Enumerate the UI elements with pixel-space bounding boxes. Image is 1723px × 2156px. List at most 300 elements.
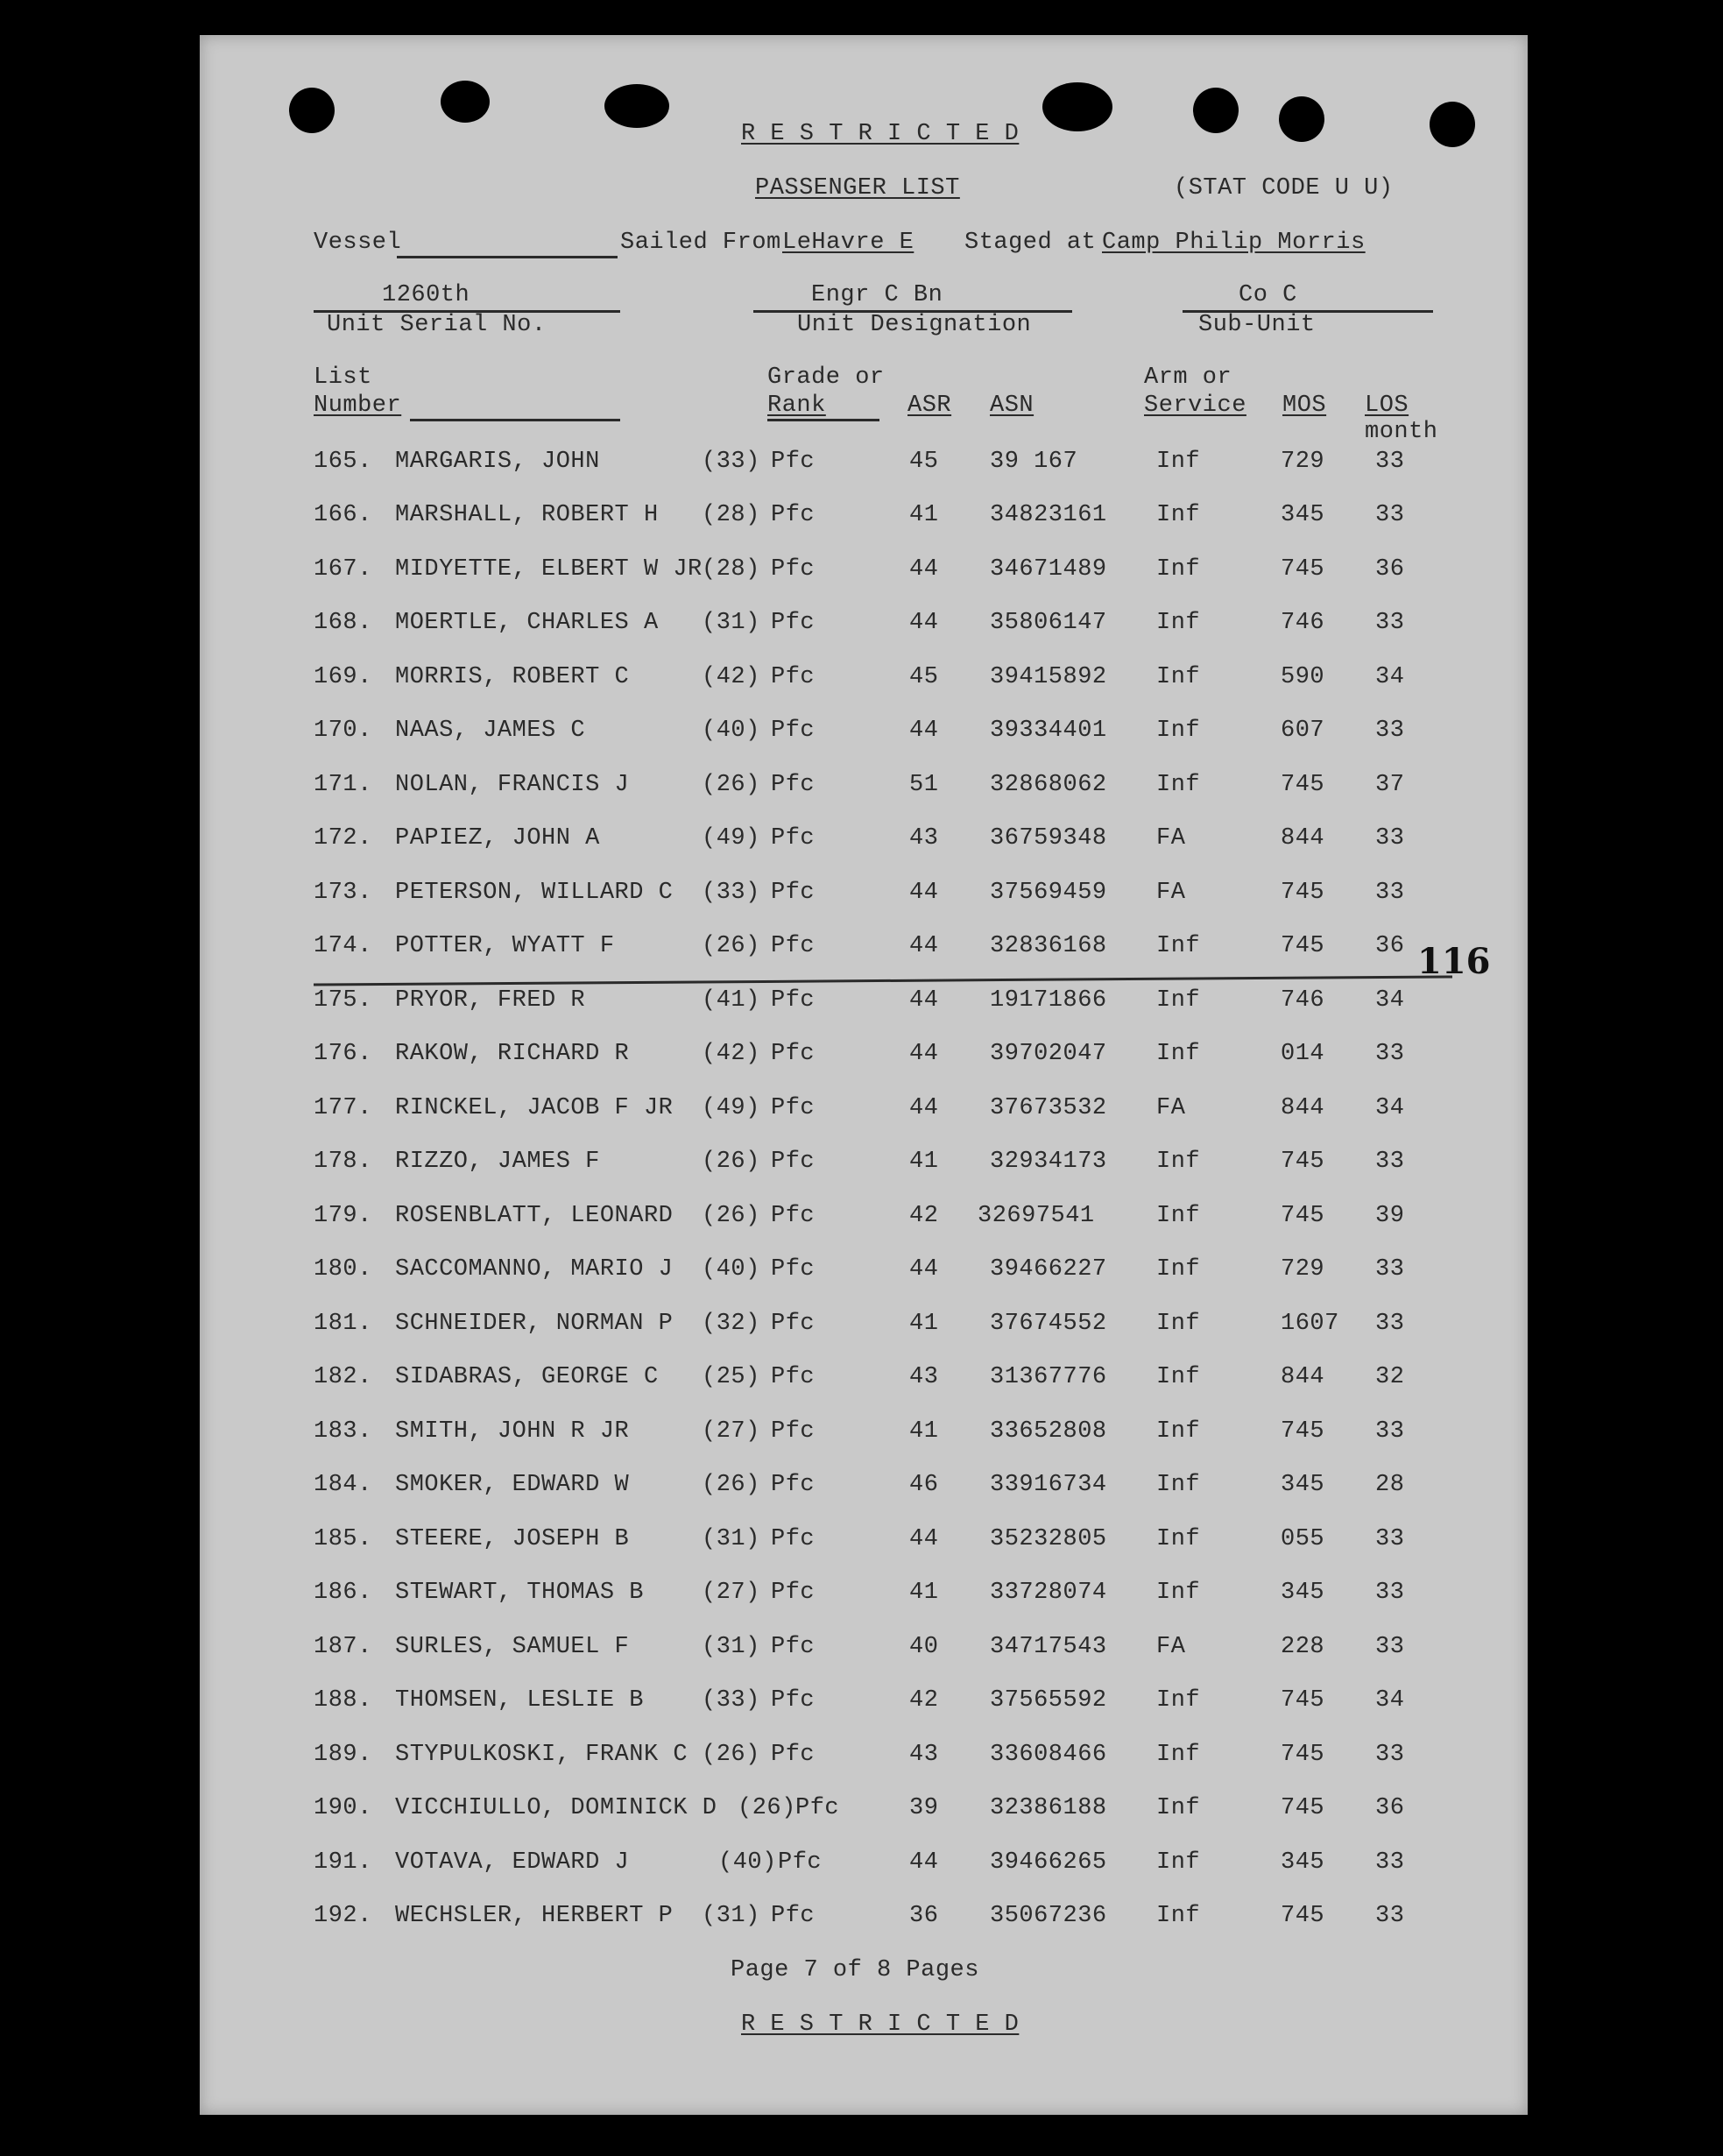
col-arm-1: Arm or	[1144, 364, 1232, 391]
list-number: 183.	[314, 1418, 372, 1445]
unit-designation-label: Unit Designation	[797, 312, 1032, 338]
list-number: 175.	[314, 987, 372, 1014]
table-row	[200, 1095, 1528, 1130]
mos: 1607	[1281, 1311, 1339, 1337]
unit-serial-value: 1260th	[382, 282, 470, 308]
arm: Inf	[1156, 717, 1201, 744]
passenger-name: SACCOMANNO, MARIO J	[395, 1256, 674, 1283]
asn: 37565592	[990, 1687, 1107, 1714]
grade: Pfc	[771, 664, 816, 690]
asn: 35067236	[990, 1903, 1107, 1929]
mos: 729	[1281, 449, 1325, 475]
asr: 41	[909, 502, 939, 528]
los: 36	[1375, 933, 1405, 959]
table-row	[200, 1418, 1528, 1453]
mos: 745	[1281, 772, 1325, 798]
arm: Inf	[1156, 1580, 1201, 1606]
table-row	[200, 880, 1528, 915]
list-number: 185.	[314, 1526, 372, 1552]
age: (26)	[702, 1472, 760, 1498]
age: (42)	[702, 664, 760, 690]
strikethrough-line	[314, 975, 1452, 986]
asr: 41	[909, 1149, 939, 1175]
restricted-marking-bottom: R E S T R I C T E D	[741, 2011, 1020, 2038]
asr: 42	[909, 1203, 939, 1229]
mos: 345	[1281, 1472, 1325, 1498]
passenger-name: PRYOR, FRED R	[395, 987, 586, 1014]
asn: 34671489	[990, 556, 1107, 583]
arm: Inf	[1156, 610, 1201, 636]
los: 33	[1375, 1149, 1405, 1175]
arm: Inf	[1156, 502, 1201, 528]
grade: Pfc	[771, 502, 816, 528]
asr: 44	[909, 610, 939, 636]
age: (26)	[702, 772, 760, 798]
unit-designation-value: Engr C Bn	[811, 282, 943, 308]
los: 33	[1375, 1311, 1405, 1337]
mos: 590	[1281, 664, 1325, 690]
age: (49)	[702, 825, 760, 852]
asr: 39	[909, 1795, 939, 1821]
asn: 39 167	[990, 449, 1078, 475]
asn: 35806147	[990, 610, 1107, 636]
passenger-name: RAKOW, RICHARD R	[395, 1041, 630, 1067]
arm: Inf	[1156, 1795, 1201, 1821]
asr: 44	[909, 933, 939, 959]
passenger-name: MIDYETTE, ELBERT W JR	[395, 556, 703, 583]
sailed-from-value: LeHavre E	[782, 230, 914, 256]
grade: Pfc	[771, 1634, 816, 1660]
los: 33	[1375, 1903, 1405, 1929]
los: 33	[1375, 1041, 1405, 1067]
col-asr: ASR	[907, 392, 952, 419]
passenger-name: RIZZO, JAMES F	[395, 1149, 600, 1175]
asn: 19171866	[990, 987, 1107, 1014]
arm: Inf	[1156, 1742, 1201, 1768]
passenger-name: THOMSEN, LESLIE B	[395, 1687, 644, 1714]
list-number: 177.	[314, 1095, 372, 1121]
arm: Inf	[1156, 1418, 1201, 1445]
list-number: 181.	[314, 1311, 372, 1337]
table-row	[200, 1687, 1528, 1722]
grade: Pfc	[795, 1795, 840, 1821]
asr: 43	[909, 825, 939, 852]
grade: Pfc	[771, 1472, 816, 1498]
mos: 345	[1281, 502, 1325, 528]
los: 33	[1375, 502, 1405, 528]
age: (25)	[702, 1364, 760, 1390]
asn: 32836168	[990, 933, 1107, 959]
age: (26)	[738, 1795, 796, 1821]
name-column-line	[410, 419, 620, 421]
los: 28	[1375, 1472, 1405, 1498]
asn: 32868062	[990, 772, 1107, 798]
los: 34	[1375, 1687, 1405, 1714]
list-number: 179.	[314, 1203, 372, 1229]
arm: Inf	[1156, 1311, 1201, 1337]
los: 33	[1375, 825, 1405, 852]
mos: 745	[1281, 1742, 1325, 1768]
col-los: LOS	[1365, 392, 1409, 419]
table-row	[200, 449, 1528, 484]
sub-unit-label: Sub-Unit	[1198, 312, 1316, 338]
page-count: Page 7 of 8 Pages	[731, 1957, 979, 1983]
table-row	[200, 502, 1528, 537]
table-row	[200, 1041, 1528, 1076]
los: 39	[1375, 1203, 1405, 1229]
grade: Pfc	[771, 556, 816, 583]
passenger-name: NOLAN, FRANCIS J	[395, 772, 630, 798]
los: 34	[1375, 664, 1405, 690]
age: (26)	[702, 933, 760, 959]
list-number: 169.	[314, 664, 372, 690]
list-number: 167.	[314, 556, 372, 583]
col-los-unit: month	[1365, 419, 1438, 445]
age: (26)	[702, 1149, 760, 1175]
list-title: PASSENGER LIST	[755, 175, 960, 201]
passenger-name: STEWART, THOMAS B	[395, 1580, 644, 1606]
mos: 844	[1281, 1095, 1325, 1121]
document-page	[200, 35, 1528, 2115]
asn: 39466227	[990, 1256, 1107, 1283]
list-number: 186.	[314, 1580, 372, 1606]
los: 33	[1375, 1256, 1405, 1283]
asr: 46	[909, 1472, 939, 1498]
los: 34	[1375, 987, 1405, 1014]
grade: Pfc	[771, 1742, 816, 1768]
mos: 745	[1281, 1795, 1325, 1821]
los: 34	[1375, 1095, 1405, 1121]
asr: 41	[909, 1580, 939, 1606]
grade: Pfc	[771, 449, 816, 475]
los: 33	[1375, 1634, 1405, 1660]
asn: 33728074	[990, 1580, 1107, 1606]
grade-column-line	[767, 419, 879, 421]
age: (31)	[702, 610, 760, 636]
restricted-marking-top: R E S T R I C T E D	[741, 121, 1020, 147]
list-number: 165.	[314, 449, 372, 475]
table-row	[200, 1903, 1528, 1938]
age: (33)	[702, 880, 760, 906]
passenger-name: SMOKER, EDWARD W	[395, 1472, 630, 1498]
table-row	[200, 1580, 1528, 1615]
los: 33	[1375, 1580, 1405, 1606]
table-row	[200, 717, 1528, 753]
grade: Pfc	[771, 1526, 816, 1552]
table-row	[200, 772, 1528, 807]
asr: 40	[909, 1634, 939, 1660]
age: (33)	[702, 449, 760, 475]
passenger-name: MOERTLE, CHARLES A	[395, 610, 659, 636]
mos: 729	[1281, 1256, 1325, 1283]
age: (31)	[702, 1634, 760, 1660]
passenger-name: POTTER, WYATT F	[395, 933, 615, 959]
punch-hole	[604, 84, 669, 128]
grade: Pfc	[771, 717, 816, 744]
asn: 32386188	[990, 1795, 1107, 1821]
grade: Pfc	[771, 825, 816, 852]
age: (32)	[702, 1311, 760, 1337]
los: 33	[1375, 1418, 1405, 1445]
asr: 43	[909, 1742, 939, 1768]
arm: Inf	[1156, 556, 1201, 583]
table-row	[200, 556, 1528, 591]
arm: FA	[1156, 1634, 1186, 1660]
col-arm-2: Service	[1144, 392, 1246, 419]
grade: Pfc	[778, 1849, 823, 1876]
los: 36	[1375, 556, 1405, 583]
age: (28)	[702, 556, 760, 583]
table-row	[200, 1472, 1528, 1507]
asr: 44	[909, 1095, 939, 1121]
mos: 745	[1281, 1418, 1325, 1445]
grade: Pfc	[771, 610, 816, 636]
sailed-from-label: Sailed From	[620, 230, 781, 256]
passenger-name: WECHSLER, HERBERT P	[395, 1903, 674, 1929]
arm: Inf	[1156, 1687, 1201, 1714]
asr: 41	[909, 1311, 939, 1337]
los: 33	[1375, 449, 1405, 475]
col-mos: MOS	[1282, 392, 1327, 419]
passenger-name: SURLES, SAMUEL F	[395, 1634, 630, 1660]
age: (40)	[718, 1849, 777, 1876]
mos: 345	[1281, 1849, 1325, 1876]
asr: 45	[909, 449, 939, 475]
passenger-name: MARGARIS, JOHN	[395, 449, 600, 475]
list-number: 192.	[314, 1903, 372, 1929]
punch-hole	[289, 88, 335, 133]
list-number: 184.	[314, 1472, 372, 1498]
grade: Pfc	[771, 1687, 816, 1714]
list-number: 189.	[314, 1742, 372, 1768]
arm: Inf	[1156, 449, 1201, 475]
table-row	[200, 1742, 1528, 1777]
table-row	[200, 610, 1528, 645]
table-row	[200, 987, 1528, 1022]
punch-hole	[1042, 82, 1112, 131]
asr: 44	[909, 717, 939, 744]
stat-code: (STAT CODE U U)	[1174, 175, 1394, 201]
arm: FA	[1156, 1095, 1186, 1121]
los: 33	[1375, 1526, 1405, 1552]
age: (41)	[702, 987, 760, 1014]
asn: 37674552	[990, 1311, 1107, 1337]
asr: 41	[909, 1418, 939, 1445]
punch-hole	[1193, 88, 1239, 133]
mos: 745	[1281, 1203, 1325, 1229]
asn: 37569459	[990, 880, 1107, 906]
asn: 32697541	[978, 1203, 1095, 1229]
los: 33	[1375, 717, 1405, 744]
passenger-name: NAAS, JAMES C	[395, 717, 586, 744]
grade: Pfc	[771, 1149, 816, 1175]
arm: Inf	[1156, 1364, 1201, 1390]
passenger-name: STEERE, JOSEPH B	[395, 1526, 630, 1552]
col-list-number-1: List	[314, 364, 372, 391]
age: (26)	[702, 1742, 760, 1768]
asn: 34823161	[990, 502, 1107, 528]
punch-hole	[1430, 102, 1475, 147]
asr: 36	[909, 1903, 939, 1929]
passenger-name: SCHNEIDER, NORMAN P	[395, 1311, 674, 1337]
arm: Inf	[1156, 1256, 1201, 1283]
table-row	[200, 1203, 1528, 1238]
list-number: 170.	[314, 717, 372, 744]
passenger-name: SIDABRAS, GEORGE C	[395, 1364, 659, 1390]
table-row	[200, 1634, 1528, 1669]
asr: 42	[909, 1687, 939, 1714]
list-number: 171.	[314, 772, 372, 798]
table-row	[200, 1311, 1528, 1346]
table-row	[200, 1149, 1528, 1184]
grade: Pfc	[771, 987, 816, 1014]
passenger-name: STYPULKOSKI, FRANK C	[395, 1742, 688, 1768]
asn: 31367776	[990, 1364, 1107, 1390]
arm: FA	[1156, 825, 1186, 852]
staged-label: Staged at	[964, 230, 1097, 256]
mos: 745	[1281, 556, 1325, 583]
passenger-name: RINCKEL, JACOB F JR	[395, 1095, 674, 1121]
asn: 39334401	[990, 717, 1107, 744]
mos: 746	[1281, 610, 1325, 636]
arm: Inf	[1156, 933, 1201, 959]
asn: 36759348	[990, 825, 1107, 852]
passenger-name: VICCHIULLO, DOMINICK D	[395, 1795, 717, 1821]
list-number: 182.	[314, 1364, 372, 1390]
age: (28)	[702, 502, 760, 528]
list-number: 190.	[314, 1795, 372, 1821]
asn: 39415892	[990, 664, 1107, 690]
age: (49)	[702, 1095, 760, 1121]
arm: Inf	[1156, 1149, 1201, 1175]
table-row	[200, 1364, 1528, 1399]
grade: Pfc	[771, 1580, 816, 1606]
asn: 32934173	[990, 1149, 1107, 1175]
arm: Inf	[1156, 987, 1201, 1014]
stamped-number: 116	[1417, 941, 1491, 982]
grade: Pfc	[771, 1903, 816, 1929]
col-list-number-2: Number	[314, 392, 402, 419]
list-number: 187.	[314, 1634, 372, 1660]
arm: Inf	[1156, 1203, 1201, 1229]
los: 33	[1375, 610, 1405, 636]
age: (27)	[702, 1418, 760, 1445]
unit-serial-label: Unit Serial No.	[327, 312, 547, 338]
asr: 44	[909, 1849, 939, 1876]
arm: Inf	[1156, 1041, 1201, 1067]
asr: 44	[909, 1526, 939, 1552]
asn: 33916734	[990, 1472, 1107, 1498]
list-number: 191.	[314, 1849, 372, 1876]
grade: Pfc	[771, 933, 816, 959]
mos: 745	[1281, 1687, 1325, 1714]
mos: 055	[1281, 1526, 1325, 1552]
asr: 51	[909, 772, 939, 798]
grade: Pfc	[771, 1364, 816, 1390]
asr: 44	[909, 1041, 939, 1067]
staged-value: Camp Philip Morris	[1102, 230, 1366, 256]
passenger-name: MORRIS, ROBERT C	[395, 664, 630, 690]
los: 33	[1375, 1849, 1405, 1876]
mos: 745	[1281, 880, 1325, 906]
list-number: 172.	[314, 825, 372, 852]
grade: Pfc	[771, 1095, 816, 1121]
list-number: 176.	[314, 1041, 372, 1067]
grade: Pfc	[771, 1041, 816, 1067]
arm: FA	[1156, 880, 1186, 906]
age: (31)	[702, 1903, 760, 1929]
grade: Pfc	[771, 1311, 816, 1337]
asn: 37673532	[990, 1095, 1107, 1121]
arm: Inf	[1156, 1849, 1201, 1876]
grade: Pfc	[771, 1203, 816, 1229]
arm: Inf	[1156, 1903, 1201, 1929]
punch-hole	[1279, 96, 1324, 142]
age: (31)	[702, 1526, 760, 1552]
age: (42)	[702, 1041, 760, 1067]
passenger-name: PAPIEZ, JOHN A	[395, 825, 600, 852]
mos: 745	[1281, 933, 1325, 959]
col-grade-1: Grade or	[767, 364, 885, 391]
passenger-name: PETERSON, WILLARD C	[395, 880, 674, 906]
table-row	[200, 1795, 1528, 1830]
mos: 844	[1281, 1364, 1325, 1390]
grade: Pfc	[771, 1418, 816, 1445]
mos: 345	[1281, 1580, 1325, 1606]
passenger-name: VOTAVA, EDWARD J	[395, 1849, 630, 1876]
arm: Inf	[1156, 1472, 1201, 1498]
grade: Pfc	[771, 1256, 816, 1283]
arm: Inf	[1156, 664, 1201, 690]
arm: Inf	[1156, 772, 1201, 798]
passenger-name: ROSENBLATT, LEONARD	[395, 1203, 674, 1229]
mos: 746	[1281, 987, 1325, 1014]
age: (33)	[702, 1687, 760, 1714]
table-row	[200, 825, 1528, 860]
passenger-name: MARSHALL, ROBERT H	[395, 502, 659, 528]
grade: Pfc	[771, 772, 816, 798]
asn: 33608466	[990, 1742, 1107, 1768]
passenger-name: SMITH, JOHN R JR	[395, 1418, 630, 1445]
list-number: 180.	[314, 1256, 372, 1283]
asr: 44	[909, 987, 939, 1014]
list-number: 174.	[314, 933, 372, 959]
table-row	[200, 1256, 1528, 1291]
asn: 39702047	[990, 1041, 1107, 1067]
asn: 35232805	[990, 1526, 1107, 1552]
los: 37	[1375, 772, 1405, 798]
mos: 844	[1281, 825, 1325, 852]
grade: Pfc	[771, 880, 816, 906]
list-number: 188.	[314, 1687, 372, 1714]
los: 33	[1375, 1742, 1405, 1768]
sub-unit-value: Co C	[1239, 282, 1297, 308]
asr: 44	[909, 556, 939, 583]
arm: Inf	[1156, 1526, 1201, 1552]
list-number: 178.	[314, 1149, 372, 1175]
mos: 014	[1281, 1041, 1325, 1067]
age: (40)	[702, 1256, 760, 1283]
los: 33	[1375, 880, 1405, 906]
age: (27)	[702, 1580, 760, 1606]
asn: 33652808	[990, 1418, 1107, 1445]
punch-hole	[441, 81, 490, 123]
list-number: 166.	[314, 502, 372, 528]
asr: 45	[909, 664, 939, 690]
mos: 745	[1281, 1149, 1325, 1175]
asn: 34717543	[990, 1634, 1107, 1660]
mos: 607	[1281, 717, 1325, 744]
